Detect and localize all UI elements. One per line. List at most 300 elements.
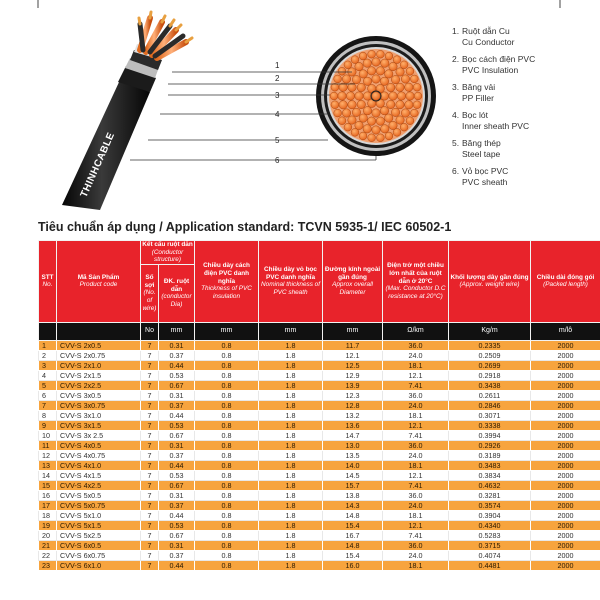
table-cell: CVV-S 5x0.5 (57, 490, 141, 500)
table-cell: 0.3071 (449, 410, 531, 420)
strand (334, 109, 342, 117)
table-cell: 2000 (531, 400, 600, 410)
unit-cell (57, 322, 141, 340)
strand (367, 117, 375, 125)
table-cell: CVV-S 2x0.5 (57, 340, 141, 350)
table-cell: 0.8 (195, 350, 259, 360)
table-cell: 0.3281 (449, 490, 531, 500)
table-cell: 7 (141, 560, 159, 570)
table-cell: 0.8 (195, 480, 259, 490)
table-cell: 0.44 (159, 360, 195, 370)
unit-cell: Ω/km (383, 322, 449, 340)
table-row (39, 530, 600, 540)
strand (372, 58, 380, 66)
table-cell: CVV-S 2x1.0 (57, 360, 141, 370)
table-cell: 19 (39, 520, 57, 530)
table-row (39, 560, 600, 570)
standard-title: Tiêu chuẩn áp dụng / Application standard: TCVN 5935-1/ IEC 60502-1 (38, 220, 452, 234)
table-cell: 2000 (531, 550, 600, 560)
table-cell: 7 (141, 470, 159, 480)
table-cell: 7 (141, 550, 159, 560)
table-cell: 0.8 (195, 500, 259, 510)
spec-table-wrapper (38, 240, 600, 571)
table-cell: 2000 (531, 450, 600, 460)
table-cell: 15.7 (323, 480, 383, 490)
strand (406, 67, 414, 75)
table-cell: 2000 (531, 440, 600, 450)
strand (363, 92, 371, 100)
table-row (39, 390, 600, 400)
strand (359, 132, 367, 140)
table-row (39, 470, 600, 480)
legend-number: 5. (452, 138, 460, 148)
table-cell: 15 (39, 480, 57, 490)
table-cell: 0.44 (159, 460, 195, 470)
unit-cell: mm (195, 322, 259, 340)
table-row (39, 380, 600, 390)
table-cell: 13.9 (323, 380, 383, 390)
table-cell: 0.8 (195, 560, 259, 570)
table-row (39, 420, 600, 430)
table-cell: 7 (141, 380, 159, 390)
table-row (39, 350, 600, 360)
strand (393, 56, 401, 64)
table-cell: 0.3574 (449, 500, 531, 510)
table-cell: CVV-S 2x2.5 (57, 380, 141, 390)
table-cell: 2000 (531, 350, 600, 360)
table-cell: 20 (39, 530, 57, 540)
strand (385, 52, 393, 60)
table-cell: 12.8 (323, 400, 383, 410)
table-cell: 0.3483 (449, 460, 531, 470)
unit-cell: mm (159, 322, 195, 340)
legend-item (452, 54, 600, 76)
strand (372, 75, 380, 83)
table-cell: 12.5 (323, 360, 383, 370)
table-cell: 3 (39, 360, 57, 370)
table-body (39, 340, 600, 570)
table-cell: 0.8 (195, 440, 259, 450)
strand (380, 107, 388, 115)
callout-2: 2 (275, 74, 280, 83)
table-cell: 12.1 (323, 350, 383, 360)
strand (368, 134, 376, 142)
strand (338, 92, 346, 100)
table-cell: 11 (39, 440, 57, 450)
table-cell: 18.1 (383, 460, 449, 470)
col-wires: Số sợi (No. of wire) (141, 264, 159, 322)
table-cell: 0.3994 (449, 430, 531, 440)
table-cell: 14.5 (323, 470, 383, 480)
table-cell: 7.41 (383, 430, 449, 440)
strand (396, 83, 404, 91)
table-cell: 6 (39, 390, 57, 400)
legend-en: PP Filler (462, 93, 494, 103)
strand (389, 92, 397, 100)
table-cell: 2000 (531, 520, 600, 530)
table-cell: 7.41 (383, 380, 449, 390)
table-cell: 12.1 (383, 370, 449, 380)
spec-table (38, 240, 600, 571)
table-cell: 1.8 (259, 560, 323, 570)
legend-en: Inner sheath PVC (462, 121, 530, 131)
table-cell: 14.0 (323, 460, 383, 470)
table-cell: 24.0 (383, 550, 449, 560)
strand (414, 92, 422, 100)
legend-item (452, 26, 600, 48)
table-cell: 0.8 (195, 550, 259, 560)
legend-text (462, 26, 514, 48)
strand (338, 67, 346, 75)
strand (380, 92, 388, 100)
table-cell: 8 (39, 410, 57, 420)
strand (400, 123, 408, 131)
table-cell: 7 (141, 450, 159, 460)
brand-label: THINHCABLE (78, 130, 118, 200)
table-cell: 2000 (531, 510, 600, 520)
table-row (39, 550, 600, 560)
strand (396, 101, 404, 109)
table-cell: 7 (141, 480, 159, 490)
table-cell: 0.8 (195, 530, 259, 540)
table-cell: CVV-S 6x0.5 (57, 540, 141, 550)
strand (400, 61, 408, 69)
table-cell: 1.8 (259, 550, 323, 560)
table-cell: 7 (141, 350, 159, 360)
table-cell: 1.8 (259, 510, 323, 520)
strand (342, 75, 350, 83)
table-row (39, 510, 600, 520)
table-cell: 2000 (531, 410, 600, 420)
table-row (39, 440, 600, 450)
table-cell: 2000 (531, 380, 600, 390)
callout-1: 1 (275, 61, 280, 70)
table-cell: 0.2846 (449, 400, 531, 410)
table-cell: 12.1 (383, 420, 449, 430)
table-cell: 0.31 (159, 390, 195, 400)
table-cell: 0.8 (195, 370, 259, 380)
strand (387, 100, 395, 108)
legend-vi: Bọc cách điện PVC (462, 54, 536, 64)
table-cell: CVV-S 4x1.5 (57, 470, 141, 480)
table-cell: 16.0 (323, 560, 383, 570)
table-row (39, 430, 600, 440)
cable-body (62, 12, 192, 210)
table-row (39, 360, 600, 370)
legend-item (452, 138, 600, 160)
strand (357, 100, 365, 108)
table-row (39, 410, 600, 420)
strand (397, 92, 405, 100)
table-cell: 0.44 (159, 410, 195, 420)
table-cell: 2000 (531, 480, 600, 490)
table-cell: 12.1 (383, 470, 449, 480)
table-cell: 0.8 (195, 540, 259, 550)
table-cell: 24.0 (383, 350, 449, 360)
strand (330, 92, 338, 100)
table-cell: 9 (39, 420, 57, 430)
table-cell: 7 (141, 440, 159, 450)
strand (405, 101, 413, 109)
component-legend (452, 26, 600, 194)
strand (406, 92, 414, 100)
table-cell: 0.8 (195, 460, 259, 470)
table-cell: 22 (39, 550, 57, 560)
table-cell: 13.5 (323, 450, 383, 460)
strand (376, 134, 384, 142)
cable-diagram (0, 0, 600, 210)
table-cell: 1.8 (259, 400, 323, 410)
strand (334, 75, 342, 83)
table-cell: 1.8 (259, 500, 323, 510)
table-row (39, 340, 600, 350)
table-cell: 1.8 (259, 380, 323, 390)
col-resistance: Điện trở một chiều lớn nhất của ruột dẫn ở 20°C (Max. Conductor D.C resistance at 20°C) (383, 241, 449, 323)
legend-number: 6. (452, 166, 460, 176)
table-cell: 24.0 (383, 450, 449, 460)
col-weight: Khối lượng dây gần đúng (Approx. weight wire) (449, 241, 531, 323)
table-cell: CVV-S 2x0.75 (57, 350, 141, 360)
col-diameter: ĐK. ruột dẫn (conductor Dia) (159, 264, 195, 322)
table-cell: 1.8 (259, 410, 323, 420)
table-cell: 13 (39, 460, 57, 470)
table-cell: 15.4 (323, 550, 383, 560)
col-stt: STT No. (39, 241, 57, 323)
table-cell: CVV-S 6x1.0 (57, 560, 141, 570)
strand (355, 92, 363, 100)
table-cell: 0.3834 (449, 470, 531, 480)
table-cell: 36.0 (383, 540, 449, 550)
table-cell: 24.0 (383, 400, 449, 410)
table-cell: 0.53 (159, 470, 195, 480)
strand (363, 77, 371, 85)
table-cell: 2000 (531, 340, 600, 350)
table-cell: 13.2 (323, 410, 383, 420)
strand (391, 75, 399, 83)
table-cell: 0.2918 (449, 370, 531, 380)
table-cell: 2000 (531, 390, 600, 400)
strand (344, 123, 352, 131)
table-cell: CVV-S 5x1.0 (57, 510, 141, 520)
table-cell: 0.2926 (449, 440, 531, 450)
table-cell: 7.41 (383, 530, 449, 540)
table-cell: 5 (39, 380, 57, 390)
legend-item (452, 110, 600, 132)
table-cell: 16 (39, 490, 57, 500)
legend-vi: Băng thép (462, 138, 501, 148)
table-cell: CVV-S 2x1.5 (57, 370, 141, 380)
strand (410, 109, 418, 117)
col-product: Mã Sản Phẩm Product code (57, 241, 141, 323)
strand (368, 50, 376, 58)
table-cell: 0.8 (195, 430, 259, 440)
table-cell: 1.8 (259, 470, 323, 480)
strand (387, 83, 395, 91)
legend-text (462, 110, 529, 132)
table-cell: 14.8 (323, 510, 383, 520)
legend-number: 3. (452, 82, 460, 92)
table-cell: 2000 (531, 360, 600, 370)
strand (348, 116, 356, 124)
strand (396, 116, 404, 124)
table-cell: 18.1 (383, 410, 449, 420)
table-cell: 36.0 (383, 440, 449, 450)
strand (405, 83, 413, 91)
unit-cell: m/lô (531, 322, 600, 340)
table-cell: 0.2509 (449, 350, 531, 360)
strand (413, 101, 421, 109)
table-cell: 0.37 (159, 500, 195, 510)
table-cell: 7 (141, 490, 159, 500)
strand (385, 70, 393, 78)
table-cell: 2000 (531, 370, 600, 380)
table-cell: 1.8 (259, 420, 323, 430)
table-cell: 0.67 (159, 530, 195, 540)
table-cell: 0.3438 (449, 380, 531, 390)
legend-number: 2. (452, 54, 460, 64)
table-cell: 0.37 (159, 450, 195, 460)
strand (401, 75, 409, 83)
table-cell: 7 (141, 420, 159, 430)
table-cell: 0.3338 (449, 420, 531, 430)
table-cell: 0.4340 (449, 520, 531, 530)
table-cell: CVV-S 4x0.75 (57, 450, 141, 460)
legend-item (452, 82, 600, 104)
table-cell: 13.8 (323, 490, 383, 500)
table-cell: 0.31 (159, 490, 195, 500)
table-cell: 1.8 (259, 480, 323, 490)
cross-section (316, 36, 436, 156)
table-cell: 0.4481 (449, 560, 531, 570)
table-cell: 1.8 (259, 450, 323, 460)
table-cell: 18.1 (383, 360, 449, 370)
table-row (39, 370, 600, 380)
strand (376, 50, 384, 58)
table-cell: 12.3 (323, 390, 383, 400)
strand (359, 70, 367, 78)
table-cell: 0.4074 (449, 550, 531, 560)
legend-en: PVC Insulation (462, 65, 519, 75)
table-cell: CVV-S 3x1.0 (57, 410, 141, 420)
col-overall: Đường kính ngoài gần đúng Approx overall Diameter (323, 241, 383, 323)
table-cell: 0.8 (195, 450, 259, 460)
table-cell: 7 (141, 410, 159, 420)
table-cell: 1.8 (259, 360, 323, 370)
table-cell: 0.8 (195, 420, 259, 430)
table-cell: 7 (141, 460, 159, 470)
table-cell: 0.53 (159, 520, 195, 530)
table-cell: 14.3 (323, 500, 383, 510)
strand (331, 101, 339, 109)
strand (381, 59, 389, 67)
table-cell: 12.1 (383, 520, 449, 530)
table-cell: 7 (141, 390, 159, 400)
legend-vi: Băng vải (462, 82, 496, 92)
table-cell: 12 (39, 450, 57, 460)
table-cell: 1.8 (259, 350, 323, 360)
strand (344, 61, 352, 69)
table-cell: 0.8 (195, 390, 259, 400)
table-cell: CVV-S 4x1.0 (57, 460, 141, 470)
table-cell: 0.8 (195, 470, 259, 480)
table-cell: 0.31 (159, 440, 195, 450)
table-cell: 13.6 (323, 420, 383, 430)
legend-vi: Ruột dẫn Cu (462, 26, 510, 36)
strand (363, 125, 371, 133)
table-cell: 24.0 (383, 500, 449, 510)
col-insulation: Chiều dày cách điện PVC danh nghĩa Thickness of PVC insulation (195, 241, 259, 323)
table-cell: 2000 (531, 490, 600, 500)
strand (339, 101, 347, 109)
table-cell: 7 (141, 400, 159, 410)
table-cell: 4 (39, 370, 57, 380)
strand (406, 117, 414, 125)
strand (346, 92, 354, 100)
table-cell: 0.8 (195, 490, 259, 500)
strand (338, 117, 346, 125)
unit-cell: mm (323, 322, 383, 340)
legend-vi: Bọc lót (462, 110, 488, 120)
strand (376, 117, 384, 125)
table-cell: 2 (39, 350, 57, 360)
table-cell: 7 (141, 520, 159, 530)
table-row (39, 540, 600, 550)
table-row (39, 400, 600, 410)
legend-en: Cu Conductor (462, 37, 515, 47)
table-cell: 0.31 (159, 340, 195, 350)
table-row (39, 490, 600, 500)
table-cell: 14 (39, 470, 57, 480)
table-cell: 7 (141, 370, 159, 380)
table-row (39, 480, 600, 490)
strand (401, 109, 409, 117)
table-cell: 0.3715 (449, 540, 531, 550)
table-cell: CVV-S 4x0.5 (57, 440, 141, 450)
callout-6: 6 (275, 156, 280, 165)
table-cell: 0.3189 (449, 450, 531, 460)
table-cell: 11.7 (323, 340, 383, 350)
table-cell: 14.7 (323, 430, 383, 440)
table-cell: 21 (39, 540, 57, 550)
table-cell: 0.8 (195, 520, 259, 530)
table-cell: 0.37 (159, 400, 195, 410)
strand (331, 83, 339, 91)
legend-vi: Vỏ bọc PVC (462, 166, 509, 176)
table-cell: 36.0 (383, 490, 449, 500)
table-cell: 2000 (531, 530, 600, 540)
table-cell: 0.4632 (449, 480, 531, 490)
table-cell: CVV-S 5x2.5 (57, 530, 141, 540)
strand (385, 132, 393, 140)
table-cell: CVV-S 3x1.5 (57, 420, 141, 430)
table-cell: 0.5283 (449, 530, 531, 540)
strand (351, 128, 359, 136)
table-cell: 2000 (531, 540, 600, 550)
table-cell: 2000 (531, 560, 600, 570)
table-cell: CVV-S 5x0.75 (57, 500, 141, 510)
table-cell: 36.0 (383, 340, 449, 350)
table-cell: 2000 (531, 500, 600, 510)
strand (367, 67, 375, 75)
table-cell: 0.67 (159, 480, 195, 490)
table-cell: 2000 (531, 430, 600, 440)
table-cell: 0.3904 (449, 510, 531, 520)
unit-cell: Kg/m (449, 322, 531, 340)
legend-en: PVC sheath (462, 177, 508, 187)
callout-3: 3 (275, 91, 280, 100)
legend-text (462, 166, 508, 188)
table-cell: 0.44 (159, 560, 195, 570)
